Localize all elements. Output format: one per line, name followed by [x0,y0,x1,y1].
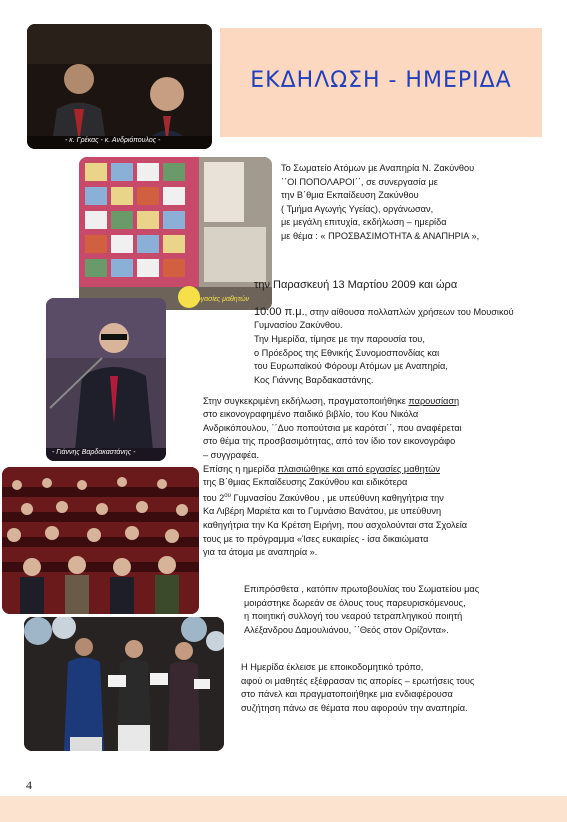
p3-text-b: στο εικονογραφημένο παιδικό βιβλίο, του Κου Νικόλα Ανδρικόπουλου, ΄΄Δυο ποπούτσια με καρότσι΄΄, που αναφέρεται στο θέμα της προσβασιμότητας, από τον ίδιο τον εικονογράφο – συγγραφέα. Επίσης η ημερίδα [203,409,462,474]
photo-student-works-image [79,157,272,310]
photo-student-works [79,157,272,310]
photo-audience-image [2,467,199,614]
photo-speakers [27,24,212,149]
date-rest: , στην αίθουσα πολλαπλών χρήσεων [304,306,455,317]
page-title: ΕΚΔΗΛΩΣΗ - ΗΜΕΡΙΔΑ [250,68,512,93]
photo-audience [2,467,199,614]
poetry-paragraph: Επιπρόσθετα , κατόπιν πρωτοβουλίας του Σωματείου μας μοιράστηκε δωρεάν σε όλους τους παρευρισκόμενους, η ποιητική συλλογή του νεαρού τετραπληγικού ποιητή Αλέξανδρου Δαμουλιάνου, ΄΄Θεός στον Ορίζοντα». [244,584,480,635]
p3-superscript: ου [224,492,231,499]
date-line2: 10:00 π.μ. [254,305,305,318]
photo-vardakastanis-caption: - Γιάννης Βαρδακαστάνης - [52,449,136,456]
p3-link-presentation: παρουσίαση [408,395,460,406]
date-paragraph [254,265,554,387]
presentation-paragraph [203,381,548,560]
p3-text-a: Στην συγκεκριμένη εκδήλωση, πραγματοποιήθηκε [203,395,409,406]
p3-link-student-works: πλαισιώθηκε και από εργασίες μαθητών [277,463,440,474]
photo-speakers-caption: - κ. Γρέκας - κ. Ανδριόπουλος - [65,137,161,144]
footer-band [0,796,567,822]
photo-students-reading-image [24,617,224,751]
photo-speakers-image [27,24,212,149]
page-number: 4 [26,778,32,792]
closing-paragraph: Η Ημερίδα έκλεισε με εποικοδομητικό τρόπο, αφού οι μαθητές εξέφρασαν τις απορίες – ερωτήσεις τους στο πάνελ και πραγματοποιήθηκε μια ενδιαφέρουσα συζήτηση πάνω σε θέματα που αφορούν την αναπηρία. [241,662,475,713]
title-box [220,28,542,137]
p3-text-c: της Β΄θμιας Εκπαίδευσης Ζακύνθου και ειδικότερα του 2 [203,477,408,503]
photo-vardakastanis [46,298,166,461]
photo-students-reading [24,617,224,751]
date-after: του Μουσικού Γυμνασίου Ζακύνθου. Την Ημερίδα, τίμησε με την παρουσία του, ο Πρόεδρος της Εθνικής Συνομοσπονδίας και του Ευρωπαϊκού Φόρουμ Ατόμων με Αναπηρία, Κος Γιάννης Βαρδακαστάνης. [254,306,514,385]
photo-student-works-caption: Εργασίες μαθητών [192,296,250,303]
date-line1: την Παρασκευή 13 Μαρτίου 2009 και ώρα [254,278,458,291]
intro-paragraph: Το Σωματείο Ατόμων με Αναπηρία Ν. Ζακύνθου ΄΄ΟΙ ΠΟΠΟΛΑΡΟΙ΄΄, σε συνεργασία με την Β΄θμια Εκπαίδευση Ζακύνθου ( Τμήμα Αγωγής Υγείας), οργάνωσαν, με μεγάλη επιτυχία, εκδήλωση – ημερίδα με θέμα : « ΠΡΟΣΒΑΣΙΜΟΤΗΤΑ & ΑΝΑΠΗΡΙΑ », [281,163,480,241]
photo-vardakastanis-image [46,298,166,461]
p3-text-d: Γυμνασίου Ζακύνθου , με υπεύθυνη καθηγήτρια την Κα Λιβέρη Μαριέτα και το Γυμνάσιο Βανάτου, με υπεύθυνη καθηγήτρια την Κα Κρέτση Ειρήνη, που ασχολούνται στα Σχολεία τους με το πρόγραμμα «Ίσες ευκαιρίες - ίσα δικαιώματα για τα άτομα με αναπηρία ». [203,492,468,558]
